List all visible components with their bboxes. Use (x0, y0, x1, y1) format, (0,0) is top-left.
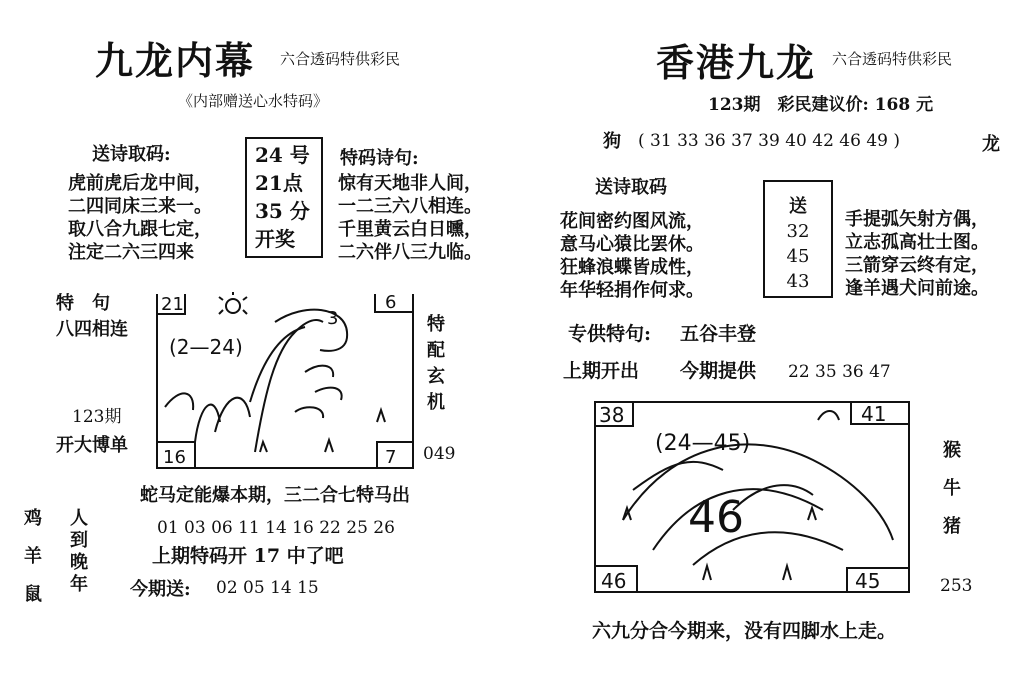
right-drawing-bottom-left: 46 (601, 569, 627, 593)
right-poem-line: 花间密约图风流， (560, 211, 704, 232)
animal-label: 牛 (943, 478, 961, 499)
left-subtitle: 六合透码特供彩民 (280, 50, 401, 68)
right-center-line: 送 (789, 196, 807, 217)
left-center-box (245, 137, 323, 258)
right-poem-right (845, 208, 989, 300)
right-drawing-top-left: 38 (599, 403, 625, 427)
left-tema (338, 172, 482, 264)
left-animals-col1 (24, 500, 42, 614)
left-numbers: 01 03 06 11 14 16 22 25 26 (157, 518, 395, 538)
left-drawing-top-left: 21 (161, 294, 184, 315)
left-drawing-top-right: 6 (385, 292, 397, 313)
left-teju-text: 八四相连 (56, 319, 128, 340)
left-teju-label: 特 句 (56, 293, 110, 314)
left-poem-line: 二四同床三来一。 (68, 196, 212, 217)
right-side-animals (943, 432, 961, 546)
left-drawing (155, 292, 417, 472)
left-side-number: 049 (423, 444, 456, 464)
left-tema-label: 特码诗句: (340, 148, 419, 169)
right-subtitle: 六合透码特供彩民 (832, 50, 953, 68)
left-kaidabo: 开大博单 (56, 435, 128, 456)
right-provide-numbers: 22 35 36 47 (788, 362, 891, 382)
left-side-vertical: 特配玄机 (427, 314, 445, 413)
right-drawing-range: (24—45) (655, 431, 751, 456)
left-center-line: 21点 (255, 171, 303, 195)
right-poem-label: 送诗取码 (595, 177, 667, 198)
left-center-line: 开奖 (255, 227, 295, 251)
left-today-label: 今期送: (130, 579, 191, 600)
left-tema-line: 二六伴八三九临。 (338, 242, 482, 263)
left-sentence: 蛇马定能爆本期，三二合七特马出 (140, 485, 410, 506)
animal-label: 鼠 (24, 584, 42, 605)
right-dragon-label: 龙 (982, 134, 1000, 155)
right-dog-numbers: ( 31 33 36 37 39 40 42 46 49 ) (638, 131, 900, 151)
left-last-result: 上期特码开 17 中了吧 (152, 545, 344, 567)
right-special-text: 五谷丰登 (680, 323, 757, 345)
left-tema-line: 一二三六八相连。 (338, 196, 482, 217)
left-title: 九龙内幕 (95, 38, 256, 83)
left-animals-col2: 人到晚年 (70, 508, 88, 595)
right-last-label: 上期开出 (563, 360, 640, 382)
right-center-line: 45 (786, 246, 810, 267)
left-drawing-bottom-right: 7 (385, 447, 397, 468)
right-drawing-frame (595, 402, 909, 592)
left-center-line: 35 分 (255, 199, 310, 223)
animal-label: 鸡 (24, 508, 42, 529)
left-poem-label: 送诗取码: (92, 144, 171, 165)
right-poem-line: 年华轻捐作何求。 (560, 280, 704, 301)
left-poem-line: 注定二六三四来 (68, 242, 194, 263)
left-slogan: 《内部赠送心水特码》 (178, 92, 329, 110)
right-dog-label: 狗 (603, 131, 621, 152)
right-drawing-top-right: 41 (861, 402, 887, 426)
sun-icon (226, 299, 240, 313)
right-poem-right-line: 立志孤高壮士图。 (845, 232, 989, 253)
right-period-price: 123期 彩民建议价: 168 元 (708, 95, 934, 115)
right-poem-right-line: 三箭穿云终有定， (845, 255, 989, 276)
right-title: 香港九龙 (656, 40, 817, 85)
left-center-line: 24 号 (255, 143, 310, 167)
right-provide-label: 今期提供 (680, 360, 757, 382)
right-poem (560, 210, 704, 302)
right-center-line: 43 (786, 271, 810, 292)
left-period: 123期 (72, 407, 122, 427)
left-poem-line: 虎前虎后龙中间， (68, 173, 212, 194)
left-drawing-range: (2—24) (169, 335, 243, 359)
right-drawing-bottom-right: 45 (855, 569, 881, 593)
animal-label: 羊 (24, 546, 42, 567)
right-poem-line: 狂蜂浪蝶皆成性， (560, 257, 704, 278)
right-center-box (763, 180, 833, 298)
right-special-label: 专供特句: (568, 323, 652, 345)
left-tema-line: 千里黄云白日曛， (338, 219, 482, 240)
left-drawing-mid-number: 3 (327, 308, 339, 329)
left-poem-line: 取八合九跟七定， (68, 219, 212, 240)
left-drawing-bottom-left: 16 (163, 447, 186, 468)
right-center-line: 32 (786, 221, 810, 242)
left-today-numbers: 02 05 14 15 (216, 578, 319, 598)
animal-label: 猴 (943, 440, 961, 461)
left-poem (68, 172, 212, 264)
right-footer: 六九分合今期来，没有四脚水上走。 (592, 620, 897, 642)
right-poem-right-line: 逢羊遇犬问前途。 (845, 278, 989, 299)
right-drawing (593, 400, 913, 596)
animal-label: 猪 (943, 516, 961, 537)
right-side-number: 253 (940, 576, 973, 596)
right-drawing-center-number: 46 (688, 492, 744, 543)
right-poem-line: 意马心猿比罢休。 (560, 234, 704, 255)
right-poem-right-line: 手提弧矢射方偶， (845, 209, 989, 230)
left-tema-line: 惊有天地非人间， (338, 173, 482, 194)
